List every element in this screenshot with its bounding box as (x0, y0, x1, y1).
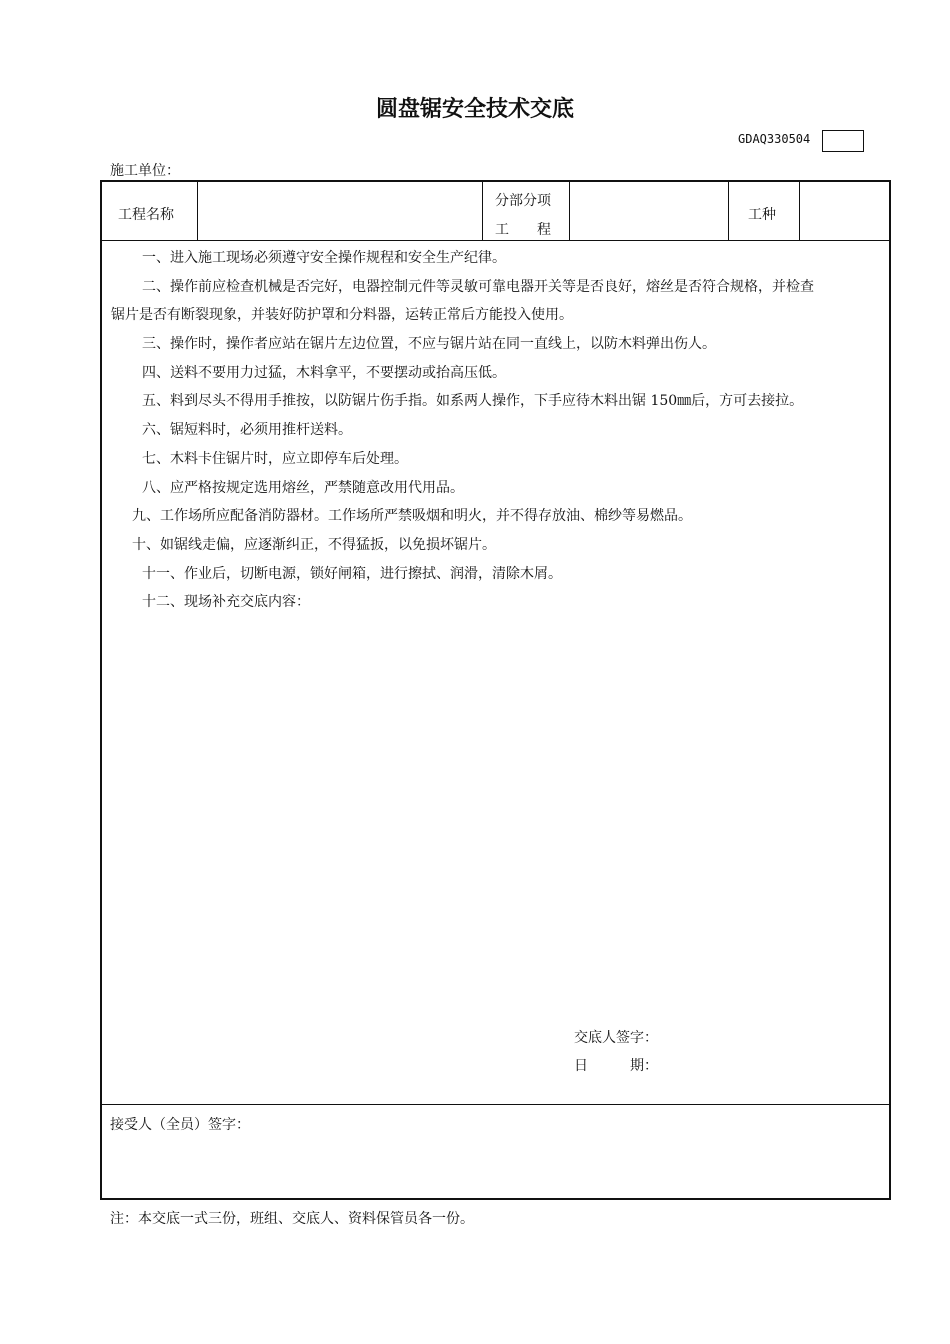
work-type-label: 工种 (748, 207, 776, 223)
list-item: 十二、现场补充交底内容： (142, 594, 310, 611)
project-name-field[interactable] (198, 184, 481, 239)
list-item: 七、木料卡住锯片时，应立即停车后处理。 (142, 450, 408, 467)
list-item: 一、进入施工现场必须遵守安全操作规程和安全生产纪律。 (142, 250, 506, 266)
page-title: 圆盘锯安全技术交底 (375, 97, 574, 122)
divider (102, 240, 889, 241)
list-item: 四、送料不要用力过猛，木料拿平，不要摆动或抬高压低。 (142, 364, 506, 381)
divider (728, 182, 729, 240)
list-item: 十、如锯线走偏，应逐渐纠正，不得猛扳，以免损坏锯片。 (132, 536, 496, 553)
list-item: 二、操作前应检查机械是否完好，电器控制元件等灵敏可靠电器开关等是否良好，熔丝是否符合规格，并检查 (142, 278, 814, 295)
project-name-label: 工程名称 (118, 207, 174, 223)
disclosure-items (102, 244, 889, 617)
sub-project-field[interactable] (570, 184, 727, 239)
list-item: 五、料到尽头不得用手推按，以防锯片伤手指。如系两人操作，下手应待木料出锯 150㎜后，方可去接拉。 (142, 393, 804, 410)
list-item: 九、工作场所应配备消防器材。工作场所严禁吸烟和明火，并不得存放油、棉纱等易燃品。 (132, 508, 692, 525)
divider (482, 182, 483, 240)
list-item: 十一、作业后，切断电源，锁好闸箱，进行擦拭、润滑，清除木屑。 (142, 565, 562, 582)
date-label: 日 期： (574, 1058, 658, 1074)
list-item: 锯片是否有断裂现象，并装好防护罩和分料器，运转正常后方能投入使用。 (111, 307, 573, 324)
document-code: GDAQ330504 (738, 132, 811, 146)
disclosure-form (100, 180, 891, 1200)
list-item: 三、操作时，操作者应站在锯片左边位置，不应与锯片站在同一直线上，以防木料弹出伤人。 (142, 336, 716, 353)
divider (102, 1104, 889, 1105)
code-suffix-field[interactable] (822, 130, 864, 152)
list-item: 六、锯短料时，必须用推杆送料。 (142, 422, 352, 439)
list-item: 八、应严格按规定选用熔丝，严禁随意改用代用品。 (142, 479, 464, 496)
discloser-sign-label: 交底人签字： (574, 1030, 658, 1046)
footnote: 注：本交底一式三份，班组、交底人、资料保管员各一份。 (110, 1211, 474, 1227)
construction-unit-label: 施工单位： (110, 163, 180, 179)
sub-project-label-line2: 工 程 (495, 222, 551, 238)
work-type-field[interactable] (800, 184, 888, 239)
sub-project-label: 分部分项 (495, 193, 551, 209)
receiver-sign-label: 接受人（全员）签字： (110, 1117, 250, 1133)
